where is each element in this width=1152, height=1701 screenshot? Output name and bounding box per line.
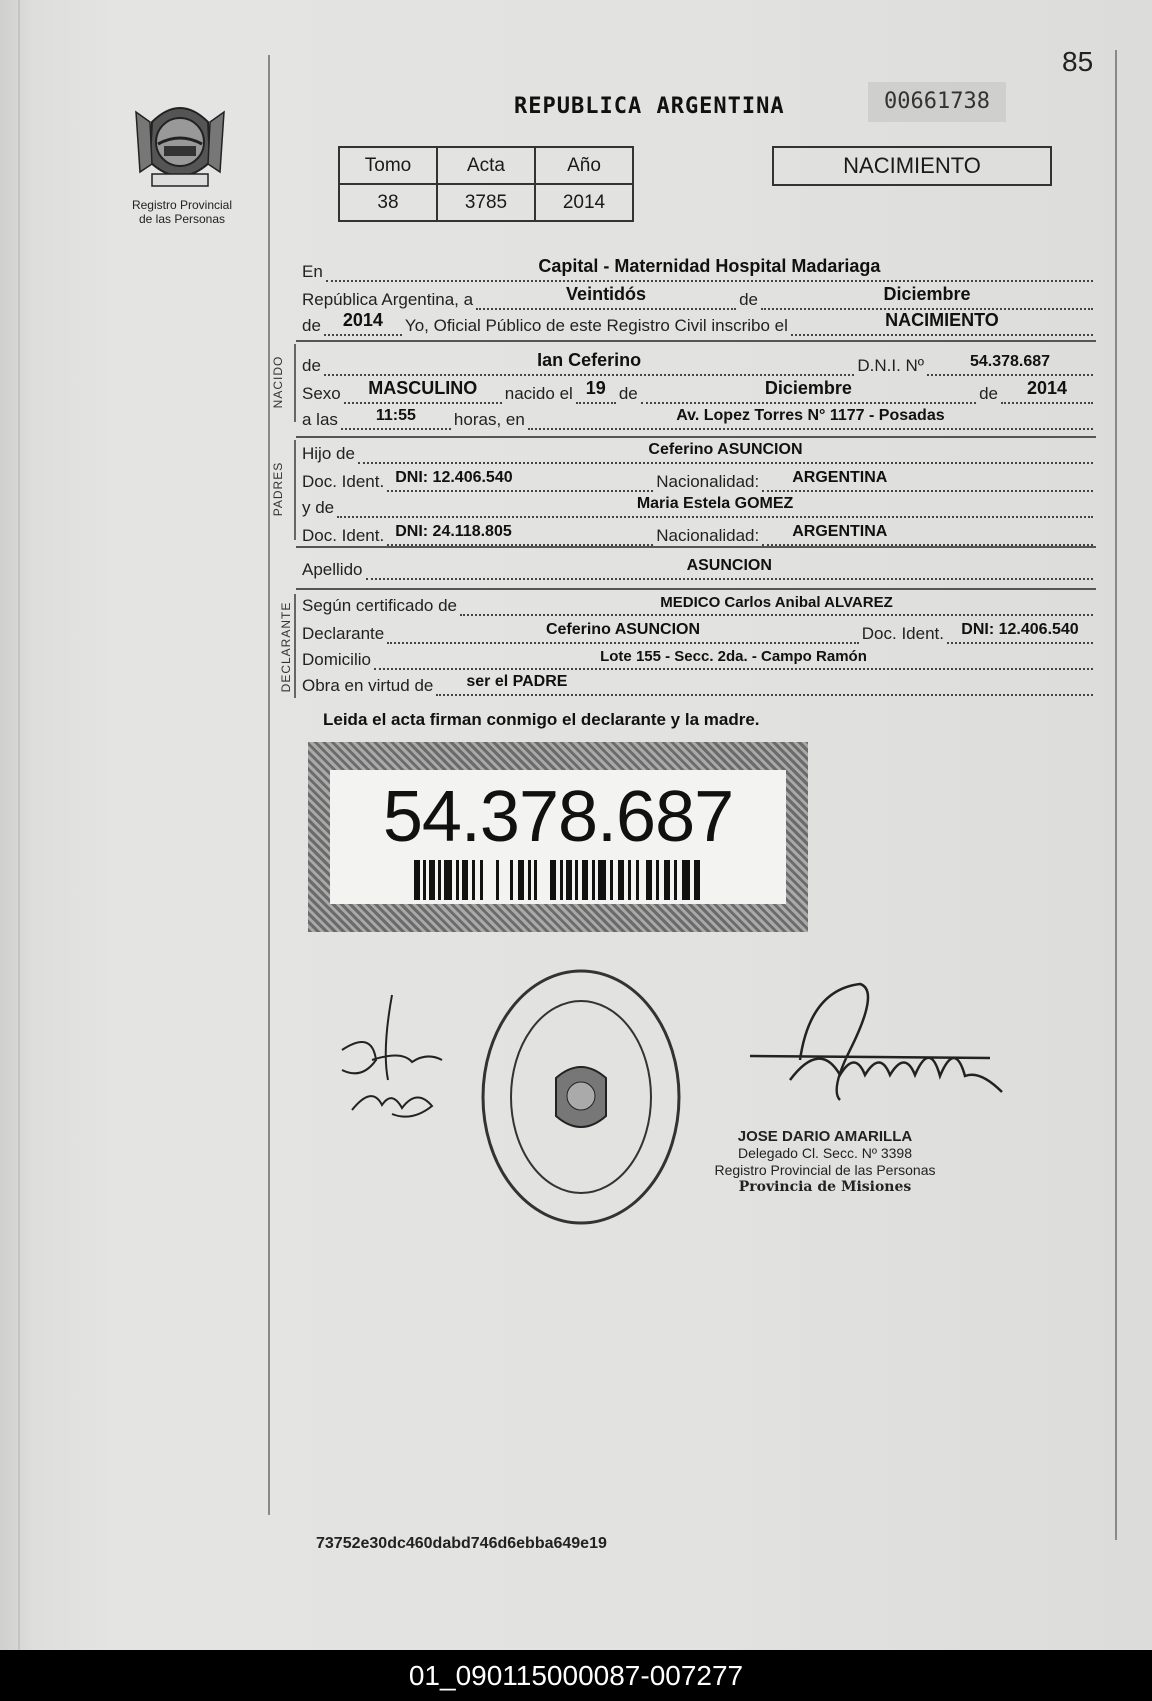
sex-value: MASCULINO (368, 378, 478, 398)
declarant-dni: DNI: 12.406.540 (961, 621, 1079, 638)
document-hash: 73752e30dc460dabd746d6ebba649e19 (316, 1535, 607, 1552)
tomo-header: Tomo (339, 147, 437, 184)
domicile-value: Lote 155 - Secc. 2da. - Campo Ramón (600, 648, 867, 665)
mother-name: Maria Estela GOMEZ (636, 495, 794, 512)
father-row: Hijo de Ceferino ASUNCION (302, 440, 1096, 464)
inscription-row: de 2014 Yo, Oficial Público de este Registro Civil inscribo el NACIMIENTO (302, 312, 1096, 336)
child-name-row: de Ian Ceferino D.N.I. Nº 54.378.687 (302, 352, 1096, 376)
month-value: Diciembre (883, 284, 971, 304)
certificate-row: Según certificado de MEDICO Carlos Anibal ALVAREZ (302, 592, 1096, 616)
signing-statement: Leida el acta firman conmigo el declarante y la madre. (323, 710, 760, 729)
date-row: República Argentina, a Veintidós de Diciembre (302, 286, 1096, 310)
capacity-row: Obra en virtud de ser el PADRE (302, 672, 1096, 696)
official-name: JOSE DARIO AMARILLA (737, 1128, 913, 1145)
anio-header: Año (535, 147, 633, 184)
birth-time: 11:55 (375, 407, 416, 424)
section-label-declarante: DECLARANTE (279, 601, 293, 693)
province-seal-logo (130, 92, 230, 192)
time-row: a las 11:55 horas, en Av. Lopez Torres N° 1177 - Posadas (302, 406, 1096, 430)
birth-day: 19 (585, 378, 606, 398)
mother-dni: DNI: 24.118.805 (395, 523, 512, 540)
year-value: 2014 (342, 310, 383, 330)
father-name: Ceferino ASUNCION (648, 441, 803, 458)
dni-label (330, 770, 786, 904)
day-value: Veintidós (566, 284, 647, 304)
inscribed-value: NACIMIENTO (885, 310, 999, 330)
official-signature-block (700, 1128, 950, 1196)
mother-doc-row: Doc. Ident. DNI: 24.118.805 Nacionalidad: ARGENTINA (302, 522, 1096, 546)
capacity-value: ser el PADRE (466, 673, 568, 690)
anio-value: 2014 (535, 184, 633, 221)
official-role: Delegado Cl. Secc. Nº 3398 (738, 1145, 912, 1161)
declarant-name: Ceferino ASUNCION (545, 621, 701, 638)
declarant-row: Declarante Ceferino ASUNCION Doc. Ident. DNI: 12.406.540 (302, 620, 1096, 644)
page-edge (18, 0, 20, 1650)
barcode (414, 860, 704, 900)
place-value: Capital - Maternidad Hospital Madariaga (538, 256, 881, 276)
birth-place: Av. Lopez Torres N° 1177 - Posadas (676, 407, 945, 424)
sex-row: Sexo MASCULINO nacido el 19 de Diciembre de 2014 (302, 380, 1096, 404)
margin-line (268, 55, 270, 1515)
birth-year: 2014 (1026, 378, 1068, 398)
birth-month: Diciembre (764, 378, 852, 398)
official-province: Provincia de Misiones (738, 1179, 912, 1195)
record-table (338, 146, 634, 222)
mother-row: y de Maria Estela GOMEZ (302, 494, 1096, 518)
official-registry: Registro Provincial de las Personas (714, 1162, 936, 1178)
republic-title: REPUBLICA ARGENTINA (514, 94, 785, 119)
signature-right (740, 980, 1010, 1140)
logo-caption: Registro Provincial de las Personas (131, 198, 233, 226)
serial-number: 00661738 (868, 82, 1006, 122)
surname-row: Apellido ASUNCION (302, 556, 1096, 580)
signature-left (332, 990, 462, 1140)
dni-label-number: 54.378.687 (382, 777, 734, 857)
surname-value: ASUNCION (686, 557, 772, 574)
official-stamp (478, 966, 684, 1228)
father-nationality: ARGENTINA (792, 469, 888, 486)
page-number: 85 (1062, 46, 1094, 77)
tomo-value: 38 (339, 184, 437, 221)
dni-label-frame (308, 742, 808, 932)
section-label-padres: PADRES (271, 461, 285, 517)
domicile-row: Domicilio Lote 155 - Secc. 2da. - Campo Ramón (302, 646, 1096, 670)
acta-value: 3785 (437, 184, 535, 221)
certificate-value: MEDICO Carlos Anibal ALVAREZ (660, 594, 893, 611)
place-row: En Capital - Maternidad Hospital Madariaga (302, 258, 1096, 282)
child-dni: 54.378.687 (969, 353, 1051, 370)
right-margin-line (1115, 50, 1117, 1540)
act-type-box: NACIMIENTO (772, 146, 1052, 186)
scan-footer-id: 01_090115000087-007277 (0, 1650, 1152, 1701)
child-name: Ian Ceferino (537, 350, 642, 370)
acta-header: Acta (437, 147, 535, 184)
section-label-nacido: NACIDO (271, 355, 285, 409)
father-doc-row: Doc. Ident. DNI: 12.406.540 Nacionalidad: ARGENTINA (302, 468, 1096, 492)
mother-nationality: ARGENTINA (792, 523, 888, 540)
father-dni: DNI: 12.406.540 (395, 469, 513, 486)
